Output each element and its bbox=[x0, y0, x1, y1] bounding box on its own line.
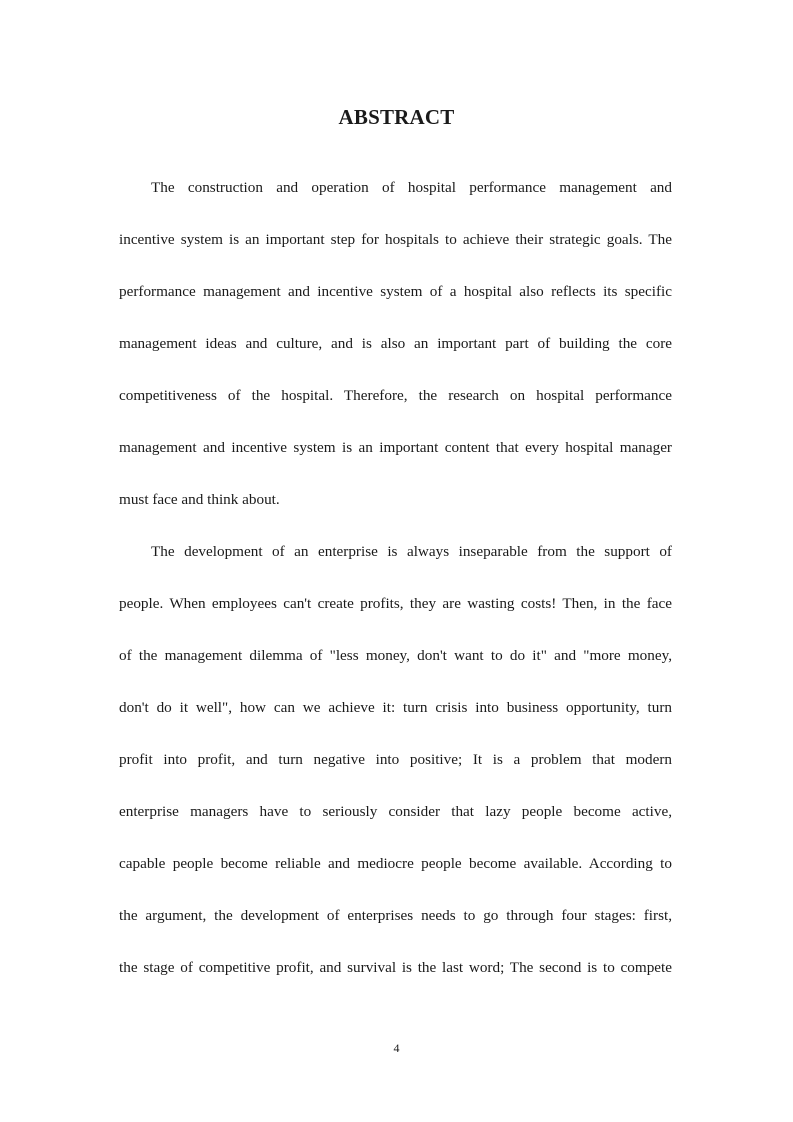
paragraph-1-line-5: competitiveness of the hospital. Therefore, the research on hospital performance bbox=[119, 387, 672, 404]
page-number: 4 bbox=[393, 1041, 400, 1055]
paragraph-2-line-6: enterprise managers have to seriously consider that lazy people become active, bbox=[119, 803, 672, 820]
paragraph-1-line-7: must face and think about. bbox=[119, 491, 280, 508]
paragraph-1-line-3: performance management and incentive system of a hospital also reflects its specific bbox=[119, 283, 672, 300]
paragraph-1-line-2: incentive system is an important step for hospitals to achieve their strategic goals. The bbox=[119, 231, 672, 248]
paragraph-2-line-8: the argument, the development of enterprises needs to go through four stages: first, bbox=[119, 907, 672, 924]
paragraph-2-line-5: profit into profit, and turn negative into positive; It is a problem that modern bbox=[119, 751, 672, 768]
abstract-body bbox=[119, 162, 672, 994]
paragraph-2-line-1: The development of an enterprise is always inseparable from the support of bbox=[151, 543, 672, 560]
paragraph-2-line-9: the stage of competitive profit, and survival is the last word; The second is to compete bbox=[119, 959, 672, 976]
page-title: ABSTRACT bbox=[338, 105, 455, 129]
paragraph-2-line-2: people. When employees can't create profits, they are wasting costs! Then, in the face bbox=[119, 595, 672, 612]
paragraph-2-line-3: of the management dilemma of "less money, don't want to do it" and "more money, bbox=[119, 647, 672, 664]
paragraph-2-line-4: don't do it well", how can we achieve it: turn crisis into business opportunity, turn bbox=[119, 699, 672, 716]
paragraph-1-line-6: management and incentive system is an important content that every hospital manager bbox=[119, 439, 672, 456]
paragraph-2-line-7: capable people become reliable and mediocre people become available. According to bbox=[119, 855, 672, 872]
paragraph-1-line-4: management ideas and culture, and is also an important part of building the core bbox=[119, 335, 672, 352]
paragraph-1-line-1: The construction and operation of hospital performance management and bbox=[151, 179, 672, 196]
